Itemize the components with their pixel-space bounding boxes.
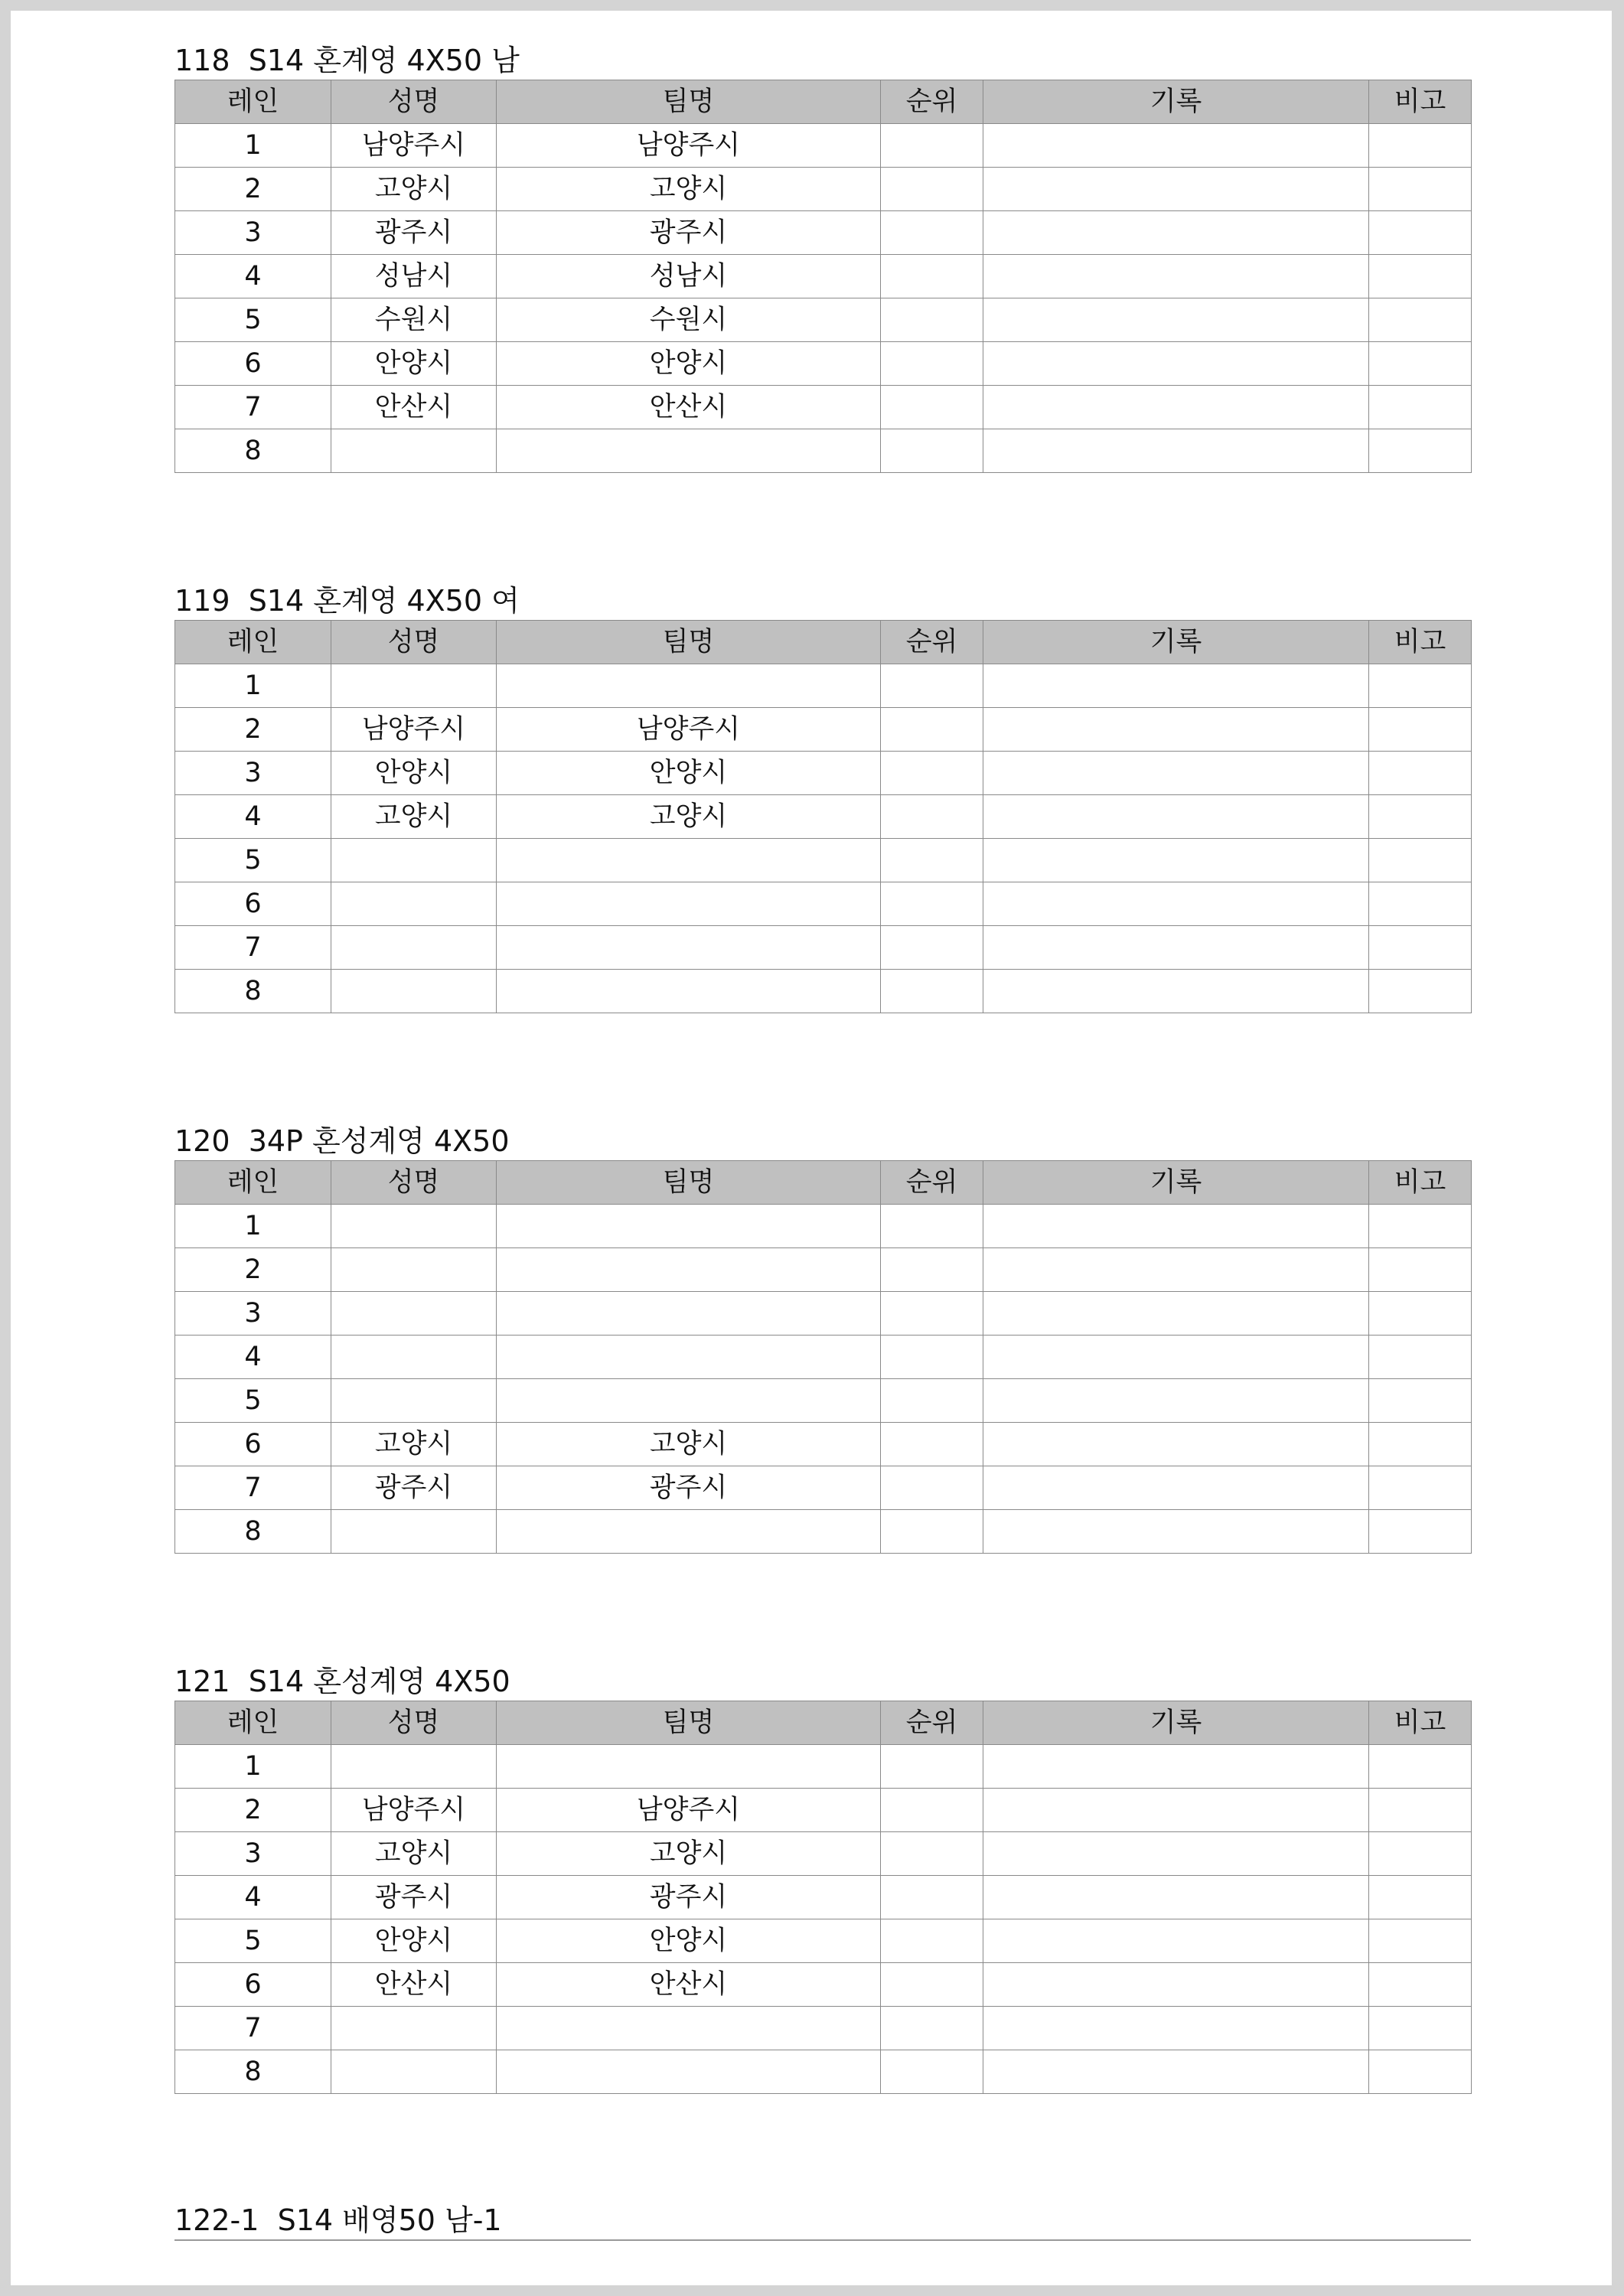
header-row [175,80,1472,124]
heat-table [174,80,1472,473]
record-cell [983,255,1369,298]
lane-cell: 3 [175,1292,331,1336]
team-cell: 안산시 [497,386,881,429]
note-cell [1369,795,1472,839]
name-cell [331,2007,497,2050]
rank-cell [881,1745,983,1789]
note-cell [1369,664,1472,708]
rank-cell [881,1919,983,1963]
note-cell [1369,1919,1472,1963]
name-cell: 남양주시 [331,708,497,752]
lane-cell: 8 [175,2050,331,2094]
note-cell [1369,1248,1472,1292]
note-cell [1369,708,1472,752]
team-cell: 안양시 [497,342,881,386]
rank-cell [881,1963,983,2007]
header-rank: 순위 [881,1161,983,1205]
team-cell: 안산시 [497,1963,881,2007]
table-row [175,1205,1472,1248]
header-rank: 순위 [881,80,983,124]
name-cell: 남양주시 [331,1789,497,1832]
header-lane: 레인 [175,80,331,124]
note-cell [1369,211,1472,255]
team-cell: 고양시 [497,1423,881,1466]
table-row [175,211,1472,255]
header-name: 성명 [331,1161,497,1205]
name-cell [331,1248,497,1292]
name-cell [331,1336,497,1379]
table-row [175,1876,1472,1919]
header-note: 비고 [1369,1161,1472,1205]
header-note: 비고 [1369,1701,1472,1745]
lane-cell: 6 [175,1963,331,2007]
team-cell [497,926,881,970]
record-cell [983,1832,1369,1876]
table-row [175,168,1472,211]
note-cell [1369,342,1472,386]
note-cell [1369,882,1472,926]
rank-cell [881,795,983,839]
record-cell [983,795,1369,839]
event-title: 118 S14 혼계영 4X50 남 [174,44,520,77]
heat-table [174,1701,1472,2094]
record-cell [983,2050,1369,2094]
header-name: 성명 [331,80,497,124]
lane-cell: 6 [175,882,331,926]
note-cell [1369,2007,1472,2050]
note-cell [1369,1292,1472,1336]
name-cell: 고양시 [331,1832,497,1876]
name-cell [331,1205,497,1248]
table-row [175,342,1472,386]
note-cell [1369,168,1472,211]
table-row [175,1963,1472,2007]
table-row [175,926,1472,970]
team-cell [497,1510,881,1554]
record-cell [983,211,1369,255]
rank-cell [881,1466,983,1510]
record-cell [983,168,1369,211]
rank-cell [881,168,983,211]
rank-cell [881,664,983,708]
record-cell [983,926,1369,970]
lane-cell: 7 [175,2007,331,2050]
table-row [175,386,1472,429]
lane-cell: 4 [175,255,331,298]
record-cell [983,124,1369,168]
name-cell: 광주시 [331,1466,497,1510]
note-cell [1369,1832,1472,1876]
table-row [175,1745,1472,1789]
name-cell: 남양주시 [331,124,497,168]
record-cell [983,342,1369,386]
rank-cell [881,1379,983,1423]
rank-cell [881,1336,983,1379]
lane-cell: 3 [175,1832,331,1876]
name-cell [331,1745,497,1789]
rank-cell [881,708,983,752]
rank-cell [881,2050,983,2094]
record-cell [983,970,1369,1013]
name-cell [331,882,497,926]
rank-cell [881,1876,983,1919]
record-cell [983,429,1369,473]
team-cell [497,1745,881,1789]
table-row [175,1789,1472,1832]
rank-cell [881,970,983,1013]
name-cell [331,839,497,882]
name-cell: 광주시 [331,1876,497,1919]
lane-cell: 5 [175,298,331,342]
note-cell [1369,429,1472,473]
note-cell [1369,255,1472,298]
rank-cell [881,1205,983,1248]
team-cell: 수원시 [497,298,881,342]
team-cell [497,839,881,882]
note-cell [1369,298,1472,342]
header-lane: 레인 [175,621,331,664]
name-cell: 수원시 [331,298,497,342]
record-cell [983,1963,1369,2007]
name-cell: 성남시 [331,255,497,298]
record-cell [983,1336,1369,1379]
team-cell [497,2050,881,2094]
table-row [175,795,1472,839]
name-cell: 고양시 [331,168,497,211]
table-row [175,255,1472,298]
lane-cell: 2 [175,168,331,211]
team-cell: 성남시 [497,255,881,298]
header-name: 성명 [331,1701,497,1745]
table-row [175,1292,1472,1336]
record-cell [983,1745,1369,1789]
rank-cell [881,1292,983,1336]
record-cell [983,664,1369,708]
header-note: 비고 [1369,80,1472,124]
note-cell [1369,1876,1472,1919]
name-cell: 안산시 [331,1963,497,2007]
rank-cell [881,342,983,386]
event-section-120 [164,1122,1471,1554]
name-cell: 고양시 [331,1423,497,1466]
record-cell [983,708,1369,752]
note-cell [1369,926,1472,970]
heat-table [174,620,1472,1013]
name-cell [331,970,497,1013]
header-row [175,1161,1472,1205]
rank-cell [881,1832,983,1876]
table-row [175,298,1472,342]
header-record: 기록 [983,621,1369,664]
header-lane: 레인 [175,1161,331,1205]
record-cell [983,1205,1369,1248]
document-page [11,11,1612,2285]
name-cell: 안양시 [331,1919,497,1963]
rank-cell [881,839,983,882]
header-team: 팀명 [497,80,881,124]
header-row [175,1701,1472,1745]
table-row [175,2050,1472,2094]
rank-cell [881,429,983,473]
record-cell [983,1248,1369,1292]
name-cell [331,664,497,708]
name-cell: 고양시 [331,795,497,839]
lane-cell: 6 [175,342,331,386]
table-row [175,664,1472,708]
header-note: 비고 [1369,621,1472,664]
table-row [175,1379,1472,1423]
team-cell: 고양시 [497,795,881,839]
record-cell [983,1466,1369,1510]
table-row [175,752,1472,795]
header-team: 팀명 [497,621,881,664]
record-cell [983,1876,1369,1919]
rank-cell [881,124,983,168]
record-cell [983,1423,1369,1466]
team-cell [497,970,881,1013]
record-cell [983,1789,1369,1832]
event-section-119 [164,582,1471,1013]
lane-cell: 4 [175,1336,331,1379]
note-cell [1369,1466,1472,1510]
note-cell [1369,124,1472,168]
event-section-121 [164,1662,1471,2094]
note-cell [1369,386,1472,429]
name-cell: 광주시 [331,211,497,255]
team-cell: 안양시 [497,752,881,795]
event-title: 120 34P 혼성계영 4X50 [174,1124,510,1158]
lane-cell: 6 [175,1423,331,1466]
event-title: 122-1 S14 배영50 남-1 [174,2201,1471,2241]
rank-cell [881,1423,983,1466]
team-cell: 남양주시 [497,708,881,752]
lane-cell: 3 [175,211,331,255]
name-cell [331,1379,497,1423]
table-row [175,839,1472,882]
note-cell [1369,2050,1472,2094]
event-title: 119 S14 혼계영 4X50 여 [174,584,520,618]
record-cell [983,1510,1369,1554]
lane-cell: 8 [175,970,331,1013]
rank-cell [881,926,983,970]
team-cell [497,429,881,473]
table-row [175,2007,1472,2050]
event-section-118 [164,41,1471,473]
rank-cell [881,386,983,429]
note-cell [1369,970,1472,1013]
header-record: 기록 [983,1161,1369,1205]
name-cell [331,1510,497,1554]
lane-cell: 8 [175,429,331,473]
note-cell [1369,752,1472,795]
lane-cell: 1 [175,1745,331,1789]
record-cell [983,752,1369,795]
record-cell [983,1379,1369,1423]
name-cell [331,2050,497,2094]
lane-cell: 1 [175,664,331,708]
record-cell [983,386,1369,429]
note-cell [1369,1510,1472,1554]
lane-cell: 1 [175,124,331,168]
record-cell [983,1919,1369,1963]
team-cell [497,882,881,926]
event-title: 121 S14 혼성계영 4X50 [174,1665,510,1698]
team-cell: 광주시 [497,211,881,255]
table-row [175,1336,1472,1379]
team-cell [497,664,881,708]
rank-cell [881,255,983,298]
lane-cell: 7 [175,386,331,429]
lane-cell: 5 [175,839,331,882]
table-row [175,1423,1472,1466]
team-cell [497,1248,881,1292]
table-row [175,1832,1472,1876]
header-rank: 순위 [881,1701,983,1745]
team-cell: 고양시 [497,1832,881,1876]
lane-cell: 4 [175,1876,331,1919]
header-name: 성명 [331,621,497,664]
name-cell: 안양시 [331,752,497,795]
note-cell [1369,1205,1472,1248]
record-cell [983,2007,1369,2050]
table-row [175,1919,1472,1963]
lane-cell: 4 [175,795,331,839]
header-row [175,621,1472,664]
record-cell [983,298,1369,342]
team-cell [497,1205,881,1248]
lane-cell: 8 [175,1510,331,1554]
header-team: 팀명 [497,1161,881,1205]
name-cell [331,429,497,473]
note-cell [1369,839,1472,882]
table-row [175,882,1472,926]
note-cell [1369,1336,1472,1379]
team-cell [497,2007,881,2050]
table-row [175,1248,1472,1292]
header-lane: 레인 [175,1701,331,1745]
record-cell [983,882,1369,926]
team-cell [497,1336,881,1379]
rank-cell [881,298,983,342]
team-cell: 광주시 [497,1466,881,1510]
lane-cell: 5 [175,1379,331,1423]
note-cell [1369,1745,1472,1789]
lane-cell: 2 [175,708,331,752]
header-rank: 순위 [881,621,983,664]
header-team: 팀명 [497,1701,881,1745]
header-record: 기록 [983,1701,1369,1745]
next-event-heading [164,2201,1471,2241]
rank-cell [881,752,983,795]
header-record: 기록 [983,80,1369,124]
name-cell: 안산시 [331,386,497,429]
table-row [175,124,1472,168]
rank-cell [881,211,983,255]
lane-cell: 7 [175,926,331,970]
team-cell [497,1379,881,1423]
team-cell: 남양주시 [497,124,881,168]
lane-cell: 5 [175,1919,331,1963]
rank-cell [881,882,983,926]
table-row [175,970,1472,1013]
record-cell [983,1292,1369,1336]
table-row [175,1510,1472,1554]
note-cell [1369,1963,1472,2007]
heat-table [174,1160,1472,1554]
name-cell: 안양시 [331,342,497,386]
rank-cell [881,1248,983,1292]
lane-cell: 2 [175,1789,331,1832]
note-cell [1369,1379,1472,1423]
table-row [175,1466,1472,1510]
name-cell [331,926,497,970]
record-cell [983,839,1369,882]
rank-cell [881,2007,983,2050]
table-row [175,708,1472,752]
team-cell: 광주시 [497,1876,881,1919]
note-cell [1369,1789,1472,1832]
lane-cell: 2 [175,1248,331,1292]
rank-cell [881,1510,983,1554]
rank-cell [881,1789,983,1832]
team-cell: 남양주시 [497,1789,881,1832]
team-cell: 고양시 [497,168,881,211]
lane-cell: 3 [175,752,331,795]
note-cell [1369,1423,1472,1466]
lane-cell: 7 [175,1466,331,1510]
table-row [175,429,1472,473]
team-cell: 안양시 [497,1919,881,1963]
lane-cell: 1 [175,1205,331,1248]
team-cell [497,1292,881,1336]
name-cell [331,1292,497,1336]
